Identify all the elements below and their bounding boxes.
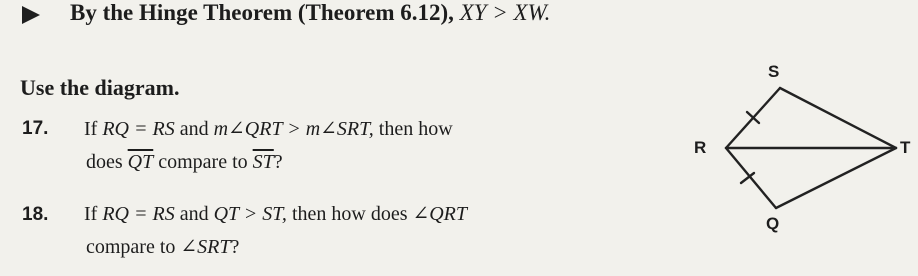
q17-text-c: then how xyxy=(378,118,453,140)
vertex-label-q: Q xyxy=(766,214,780,233)
theorem-statement xyxy=(70,0,550,26)
segment-rq xyxy=(726,148,776,208)
segment-qt-line xyxy=(776,148,896,208)
q18-math-1: RQ = RS xyxy=(102,203,175,225)
q18-text-e: ? xyxy=(230,236,240,258)
q17-text-a: If xyxy=(84,118,98,140)
vertex-label-t: T xyxy=(900,138,911,157)
segment-st-line xyxy=(780,88,896,148)
question-17-line-1 xyxy=(84,116,453,141)
vertex-label-s: S xyxy=(768,62,780,81)
kite-svg xyxy=(680,62,910,242)
segment-qt: $\overline{QT}$ xyxy=(127,151,154,173)
theorem-text: By the Hinge Theorem (Theorem 6.12), xyxy=(70,0,454,25)
section-heading: Use the diagram. xyxy=(20,75,180,100)
question-17-line-2 xyxy=(86,151,283,174)
q18-math-4: ∠SRT xyxy=(180,236,231,258)
q18-text-a: If xyxy=(84,203,98,225)
play-arrow-icon xyxy=(22,6,40,24)
q18-text-b: and xyxy=(179,203,209,225)
question-18-line-2 xyxy=(86,234,239,259)
kite-diagram xyxy=(680,62,910,242)
q18-text-d: compare to xyxy=(86,236,176,258)
theorem-math: XY > XW. xyxy=(459,0,551,25)
q18-math-3: ∠QRT xyxy=(412,203,468,225)
question-17-number: 17. xyxy=(22,118,49,139)
segment-st: $\overline{ST}$ xyxy=(252,151,274,173)
q17-text-e: compare to xyxy=(158,151,248,173)
q17-text-b: and xyxy=(179,118,209,140)
vertex-label-r: R xyxy=(694,138,707,157)
q18-math-2: QT > ST, xyxy=(213,203,287,225)
question-18-line-1 xyxy=(84,201,467,226)
q17-math-1: RQ = RS xyxy=(102,118,175,140)
q17-math-2: m∠QRT > m∠SRT, xyxy=(213,118,374,140)
q18-text-c: then how does xyxy=(291,203,408,225)
question-18-number: 18. xyxy=(22,204,49,225)
q17-text-d: does xyxy=(86,151,123,173)
q17-text-f: ? xyxy=(273,151,283,173)
